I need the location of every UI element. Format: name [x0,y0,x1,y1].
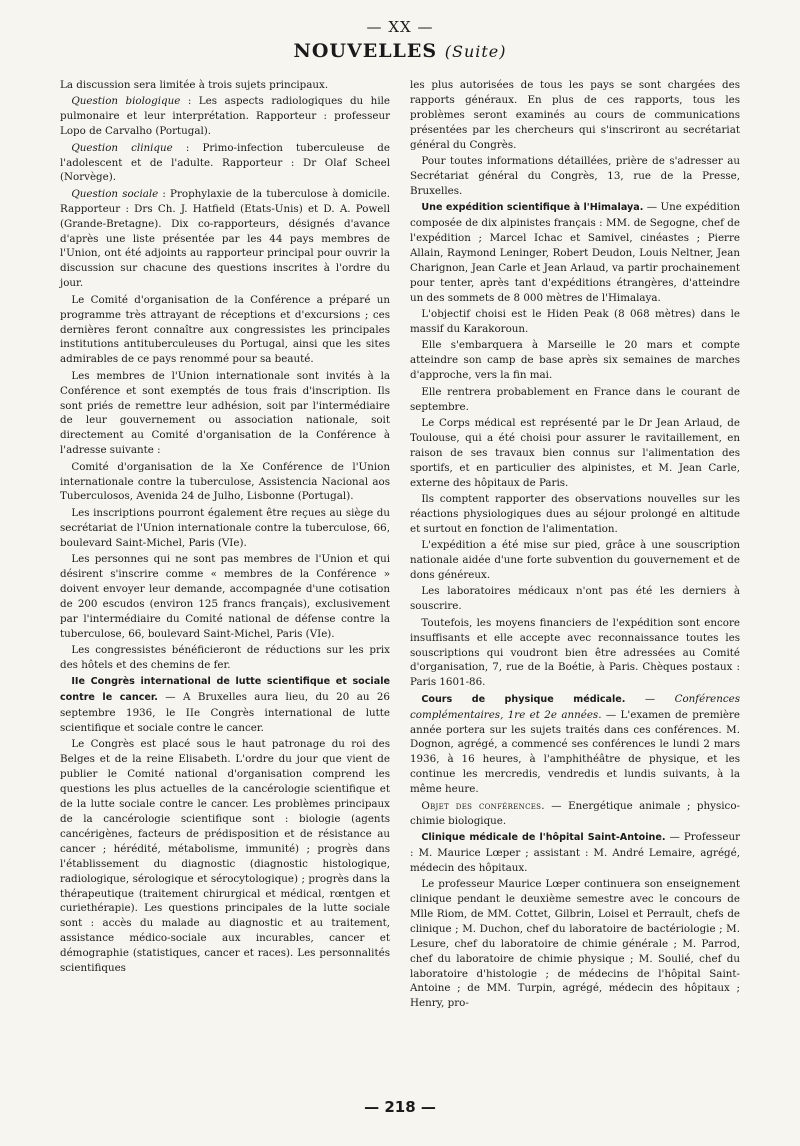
section-heading: Clinique médicale de l'hôpital Saint-Antoine. [421,831,666,843]
paragraph-text: — Une expédition composée de dix alpinistes français : MM. de Segogne, chef de l'expédition ; Marcel Ichac et Samivel, cinéastes ; Pierre Allain, Raymond Leninger, Robert Deudon, Louis Neltner, Jean Charignon, Jean Carle et Jean Arlaud, va partir prochainement pour tenter, après tant d'expéditions étrangères, d'atteindre un des sommets de 8 000 mètres de l'Himalaya. [410,201,740,304]
paragraph-text: — Energétique animale ; physico-chimie biologique. [410,799,740,827]
paragraph: Toutefois, les moyens financiers de l'expédition sont encore insuffisants et elle accepte avec reconnaissance toutes les souscriptions qui voudront bien être adressées au Comité d'organisation, 7, rue de la Boétie, à Paris. Chèques postaux : Paris 1601-86. [410,616,740,689]
paragraph [60,674,390,736]
section-heading: IIe Congrès international de lutte scientifique et sociale contre le cancer. [60,676,390,704]
section-heading: Une expédition scientifique à l'Himalaya. [421,202,644,214]
page-footer [0,1098,800,1116]
course-subtitle: Conférences complémentaires, 1re et 2e années. [410,692,740,721]
paragraph: Les membres de l'Union internationale sont invités à la Conférence et sont exemptés de tous frais d'inscription. Ils sont priés de remettre leur adhésion, soit par l'intermédiaire de leur gouvernement ou association nationale, soit directement au Comité d'organisation de la Conférence à l'adresse suivante : [60,369,390,457]
paragraph: Les congressistes bénéficieront de réductions sur les prix des hôtels et des chemins de fer. [60,644,390,671]
paragraph [410,692,740,797]
paragraph-text: : Prophylaxie de la tuberculose à domicile. Rapporteur : Drs Ch. J. Hatfield (Etats-Unis) et D. A. Powell (Grande-Bretagne). Dix co-rapporteurs, désignés d'avance d'après une liste présentée par les 44 pays membres de l'Union, ont été adjoints au rapporteur principal pour ouvrir la discussion sur chacune des questions inscrites à l'ordre du jour. [60,187,390,290]
paragraph: La discussion sera limitée à trois sujets principaux. [60,79,329,91]
paragraph-text: : Primo-infection tuberculeuse de l'adolescent et de l'adulte. Rapporteur : Dr Olaf Scheel (Norvège). [60,141,390,184]
paragraph: Elle s'embarquera à Marseille le 20 mars et compte atteindre son camp de base après six semaines de marches d'approche, vers la fin mai. [410,339,740,382]
left-column [60,78,390,1013]
paragraph: Comité d'organisation de la Xe Conférence de l'Union internationale contre la tuberculose, Assistencia Nacional aos Tuberculosos, Avenida 24 de Julho, Lisbonne (Portugal). [60,460,390,503]
paragraph [410,799,740,829]
paragraph: L'expédition a été mise sur pied, grâce à une souscription nationale aidée d'une forte subvention du gouvernement et de dons généreux. [410,539,740,581]
paragraph [410,830,740,876]
paragraph [60,187,390,291]
question-label: Question biologique [71,95,181,108]
paragraph: Pour toutes informations détaillées, prière de s'adresser au Secrétariat général du Congrès, 13, rue de la Presse, Bruxelles. [410,155,740,197]
paragraph: Les inscriptions pourront également être reçues au siège du secrétariat de l'Union internationale contre la tuberculose, 66, boulevard Saint-Michel, Paris (VIe). [60,506,390,549]
paragraph: Ils comptent rapporter des observations nouvelles sur les réactions physiologiques dues au séjour prolongé en altitude et surtout en fonction de l'alimentation. [410,492,740,535]
question-label: Question clinique [71,141,173,154]
paragraph [60,141,390,186]
paragraph: Le Comité d'organisation de la Conférence a préparé un programme très attrayant de réceptions et d'excursions ; ces dernières feront connaître aux congressistes les principales institutions antituberculeuses du Portugal, ainsi que les sites admirables de ce pays renommé pour sa beauté. [60,293,390,366]
paragraph-text: — [625,692,675,705]
paragraph: Les personnes qui ne sont pas membres de l'Union et qui désirent s'inscrire comme « membres de la Conférence » doivent envoyer leur demande, accompagnée d'une cotisation de 200 escudos (environ 125 francs français), exclusivement par l'intermédiaire du Comité national de défense contre la tuberculose, 66, boulevard Saint-Michel, Paris (VIe). [60,553,390,640]
page-number: — 218 — [364,1098,436,1116]
title-suite: (Suite) [444,42,507,61]
section-number: — XX — [366,18,434,36]
right-column [410,78,740,1013]
paragraph: L'objectif choisi est le Hiden Peak (8 068 mètres) dans le massif du Karakoroun. [410,308,740,335]
paragraph-text: — Professeur : M. Maurice Lœper ; assistant : M. André Lemaire, agrégé, médecin des hôpitaux. [410,830,740,874]
paragraph [410,200,740,305]
paragraph: Le Congrès est placé sous le haut patronage du roi des Belges et de la reine Elisabeth. L'ordre du jour que vient de publier le Comité national d'organisation comprend les questions les plus actuelles de la cancérologie scientifique et de la lutte sociale contre le cancer. Les problèmes principaux de la cancérologie scientifique sont : biologie (agents cancérigènes, facteurs de prédisposition et de résistance au cancer ; hérédité, métabolisme, immunité) ; progrès dans l'établissement du diagnostic (diagnostic histologique, radiologique, sérologique et sérocytologique) ; progrès dans la thérapeutique (traitement chirurgical et médical, rœntgen et curiethérapie). Les questions principales de la lutte sociale sont : accès du malade au diagnostic et au traitement, assistance médico-sociale aux incurables, cancer et démographie (statistiques, cancer et races). Les personnalités scientifiques [60,738,390,975]
paragraph [60,94,390,139]
paragraph-text: : Les aspects radiologiques du hile pulmonaire et leur interprétation. Rapporteur : professeur Lopo de Carvalho (Portugal). [60,95,390,138]
text-columns [60,78,740,1013]
paragraph: Les laboratoires médicaux n'ont pas été les derniers à souscrire. [410,585,740,613]
page-title [0,40,800,62]
paragraph: les plus autorisées de tous les pays se sont chargées des rapports généraux. En plus de ces rapports, tous les problèmes seront examinés au cours de communications présentées par les chercheurs qui s'inscriront au secrétariat général du Congrès. [410,79,740,151]
paragraph: Le Corps médical est représenté par le Dr Jean Arlaud, de Toulouse, qui a été choisi pour assurer le ravitaillement, en raison de ses travaux bien connus sur l'alimentation des sportifs, et en particulier des alpinistes, et M. Jean Carle, externe des hôpitaux de Paris. [410,416,740,489]
section-heading: Cours de physique médicale. [421,693,626,705]
question-label: Question sociale [71,187,159,200]
page-header [0,0,800,62]
paragraph-text: — L'examen de première année portera sur les sujets traités dans ces conférences. M. Dognon, agrégé, a commencé ses conférences le lundi 2 mars 1936, à 16 heures, à l'amphithéâtre de physique, et les continue les mercredis, vendredis et lundis suivants, à la même heure. [410,708,740,796]
title-text: NOUVELLES [293,40,438,62]
subsection-label: Objet des conférences. [421,799,545,812]
paragraph: Le professeur Maurice Lœper continuera son enseignement clinique pendant le deuxième semestre avec le concours de Mlle Riom, de MM. Cottet, Gilbrin, Loisel et Perrault, chefs de clinique ; M. Duchon, chef du laboratoire de bactériologie ; M. Lesure, chef du laboratoire de chimie générale ; M. Parrod, chef du laboratoire de chimie physique ; M. Soulié, chef du laboratoire d'histologie ; de médecins de l'hôpital Saint-Antoine ; de MM. Turpin, agrégé, médecin des hôpitaux ; Henry, pro- [410,878,740,1010]
paragraph: Elle rentrera probablement en France dans le courant de septembre. [410,385,740,413]
paragraph-text: — A Bruxelles aura lieu, du 20 au 26 septembre 1936, le IIe Congrès international de lutte scientifique et sociale contre le cancer. [60,691,390,735]
